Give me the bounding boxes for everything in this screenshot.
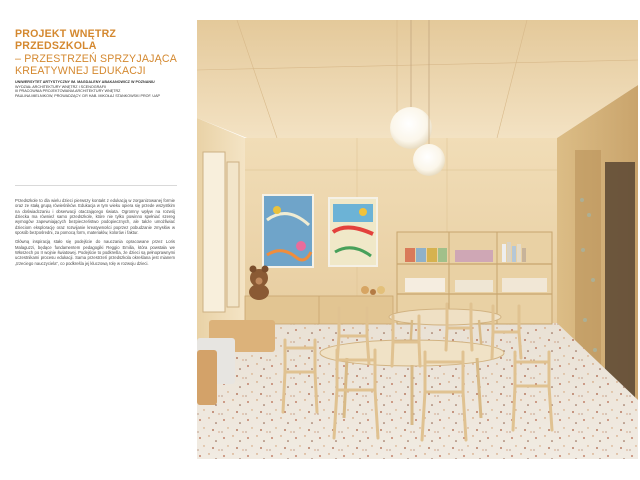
description-paragraph-2: Główną inspiracją stało się podejście do nauczania opracowane przez Loris Malaguzzi, będące fundamentem pedagogiki Reggio Emilia, która powstała we Włoszech po II wojnie światowej. Podejście to podkreśla, że dzieci są pełnoprawnymi uczestnikami procesu edukacji. Sama przestrzeń przedszkola określana jest mianem „trzeciego nauczyciela”, co podkreśla jej kluczową rolę w rozwoju dzieci. — [15, 239, 175, 266]
divider — [15, 185, 177, 186]
project-metadata — [15, 80, 187, 99]
title-line-1: PROJEKT WNĘTRZ PRZEDSZKOLA — [15, 28, 117, 53]
institution-name: UNIWERSYTET ARTYSTYCZNY IM. MAGDALENY ABAKANOWICZ W POZNANIU — [15, 80, 155, 84]
description-paragraph-1: Przedszkole to dla wielu dzieci pierwszy kontakt z edukacją w zorganizowanej formie oraz ze stałą grupą rówieśników. Edukacja w tym wieku opiera się przede wszystkim na doświadczaniu i obserwacji otaczającego świata. Ogromny wpływ na rozwój dziecka ma również samo przedszkole, które nie tylko powinno spełniać szereg wymogów zapewniających bezpieczeństwo podopiecznych, ale także umożliwiać dzieciom eksplorację oraz rozwijanie kreatywności poprzez pobudzanie zmysłów w sposób bezpośredni, za pomocą form, materiałów, kolorów i faktur. — [15, 198, 175, 236]
classroom-render-image — [197, 20, 638, 459]
title-line-3: KREATYWNEJ EDUKACJI — [15, 65, 146, 78]
page-title — [15, 28, 187, 78]
studio-name: III PRACOWNIA PROJEKTOWANIA ARCHITEKTURY WNĘTRZ — [15, 89, 121, 94]
faculty-name: WYDZIAŁ ARCHITEKTURY WNĘTRZ I SCENOGRAFII — [15, 84, 107, 89]
title-line-2: – PRZESTRZEŃ SPRZYJAJĄCA — [15, 52, 177, 65]
text-panel — [0, 0, 190, 480]
description — [15, 198, 175, 270]
author-line: PAULINA MIELNIKOW, PROWADZĄCY: DR HAB. MIKOŁAJ STANKOWSKI PROF. UAP — [15, 94, 160, 99]
